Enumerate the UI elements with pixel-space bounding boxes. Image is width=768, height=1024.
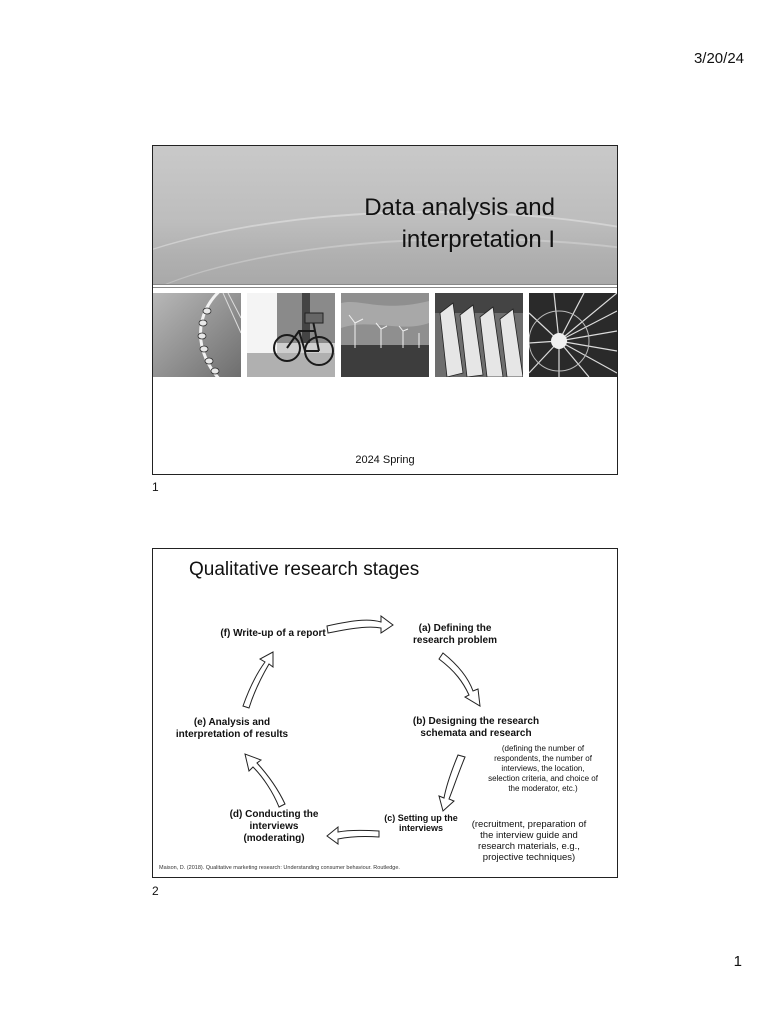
slide-title [364,192,555,256]
page-number: 1 [733,953,742,970]
stage-a-line-2: research problem [413,635,497,646]
citation: Maison, D. (2018). Qualitative marketing research: Understanding consumer behaviour. Routledge. [159,865,400,871]
arrow-down-icon [439,653,480,706]
stage-c [379,813,463,833]
slide-number: 2 [152,884,159,898]
note-line: (recruitment, preparation of [471,819,587,830]
stage-c-note [459,819,599,863]
note-line: selection criteria, and choice of [488,774,598,783]
arrow-left-icon [327,827,379,844]
stage-e-line-1: (e) Analysis and [193,717,271,728]
photo-strip [153,293,617,377]
stage-b [399,716,553,740]
stage-a-line-1: (a) Defining the [418,623,492,634]
slide-title-line-2: interpretation I [401,226,555,253]
stage-b-note [475,744,611,794]
arrow-up-icon [243,652,273,708]
stage-c-line-1: (c) Setting up the [384,813,458,823]
divider [153,287,617,288]
stage-b-line-1: (b) Designing the research [412,716,540,727]
spinning-ride-photo [529,293,617,377]
note-line: interviews, the location, [501,764,585,773]
note-line: research materials, e.g., [478,841,580,852]
stage-f [213,628,333,640]
divider [153,284,617,285]
stage-d [219,809,329,845]
slide-title-line-1: Data analysis and [364,194,555,221]
wind-turbines-photo [341,293,429,377]
slide-subtitle: 2024 Spring [355,454,415,466]
note-line: the moderator, etc.) [508,784,578,793]
stage-f-line-1: (f) Write-up of a report [220,628,326,639]
note-line: the interview guide and [480,830,578,841]
slide-1 [152,145,618,475]
note-line: projective techniques) [482,852,576,863]
ferris-wheel-photo [153,293,241,377]
slide-number: 1 [152,480,159,494]
stage-a [393,623,517,647]
note-line: respondents, the number of [494,754,592,763]
stage-c-line-2: interviews [398,823,444,833]
stage-d-line-2: interviews [249,821,299,832]
stage-b-line-2: schemata and research [420,728,532,739]
note-line: (defining the number of [501,744,585,753]
page-date: 3/20/24 [693,50,744,67]
slide-2 [152,548,618,878]
slide-title: Qualitative research stages [189,559,420,580]
arrow-down-icon [439,755,465,811]
stage-e [167,717,297,741]
stage-e-line-2: interpretation of results [175,729,289,740]
bicycle-photo [247,293,335,377]
rental-bikes-photo [435,293,523,377]
stage-d-line-3: (moderating) [243,833,305,844]
stage-d-line-1: (d) Conducting the [229,809,319,820]
arrow-up-icon [245,754,285,807]
arrow-right-icon [327,616,393,633]
